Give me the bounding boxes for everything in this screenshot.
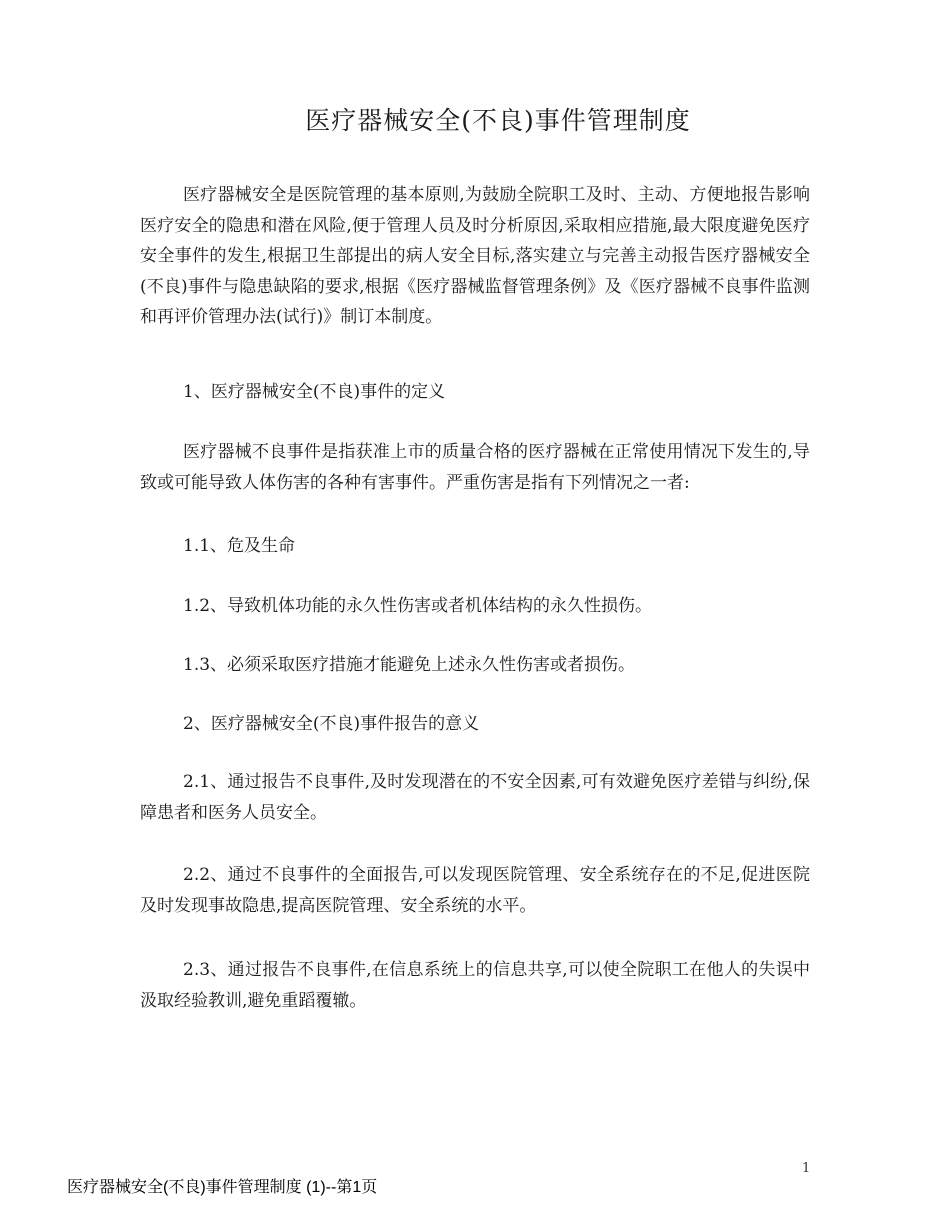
list-item-2-2: 2.2、通过不良事件的全面报告,可以发现医院管理、安全系统存在的不足,促进医院及时发现事故隐患,提高医院管理、安全系统的水平。	[140, 865, 810, 916]
list-item-2-1: 2.1、通过报告不良事件,及时发现潜在的不安全因素,可有效避免医疗差错与纠纷,保障患者和医务人员安全。	[140, 772, 810, 823]
intro-paragraph: 医疗器械安全是医院管理的基本原则,为鼓励全院职工及时、主动、方便地报告影响医疗安全的隐患和潜在风险,便于管理人员及时分析原因,采取相应措施,最大限度避免医疗安全事件的发生,根据卫生部提出的病人安全目标,落实建立与完善主动报告医疗器械安全(不良)事件与隐患缺陷的要求,根据《医疗器械监督管理条例》及《医疗器械不良事件监测和再评价管理办法(试行)》制订本制度。	[140, 185, 810, 327]
list-item-1-1: 1.1、危及生命	[183, 536, 296, 556]
document-title: 医疗器械安全(不良)事件管理制度	[305, 106, 691, 135]
section-heading-2: 2、医疗器械安全(不良)事件报告的意义	[183, 714, 480, 734]
section-heading-1: 1、医疗器械安全(不良)事件的定义	[183, 382, 446, 402]
page-footer: 医疗器械安全(不良)事件管理制度 (1)--第1页	[67, 1179, 378, 1196]
definition-paragraph: 医疗器械不良事件是指获准上市的质量合格的医疗器械在正常使用情况下发生的,导致或可能导致人体伤害的各种有害事件。严重伤害是指有下列情况之一者:	[140, 442, 810, 493]
list-item-1-2: 1.2、导致机体功能的永久性伤害或者机体结构的永久性损伤。	[183, 596, 653, 616]
list-item-2-3: 2.3、通过报告不良事件,在信息系统上的信息共享,可以使全院职工在他人的失误中汲取经验教训,避免重蹈覆辙。	[140, 960, 810, 1011]
page-number: 1	[802, 1161, 811, 1176]
list-item-1-3: 1.3、必须采取医疗措施才能避免上述永久性伤害或者损伤。	[183, 655, 636, 675]
